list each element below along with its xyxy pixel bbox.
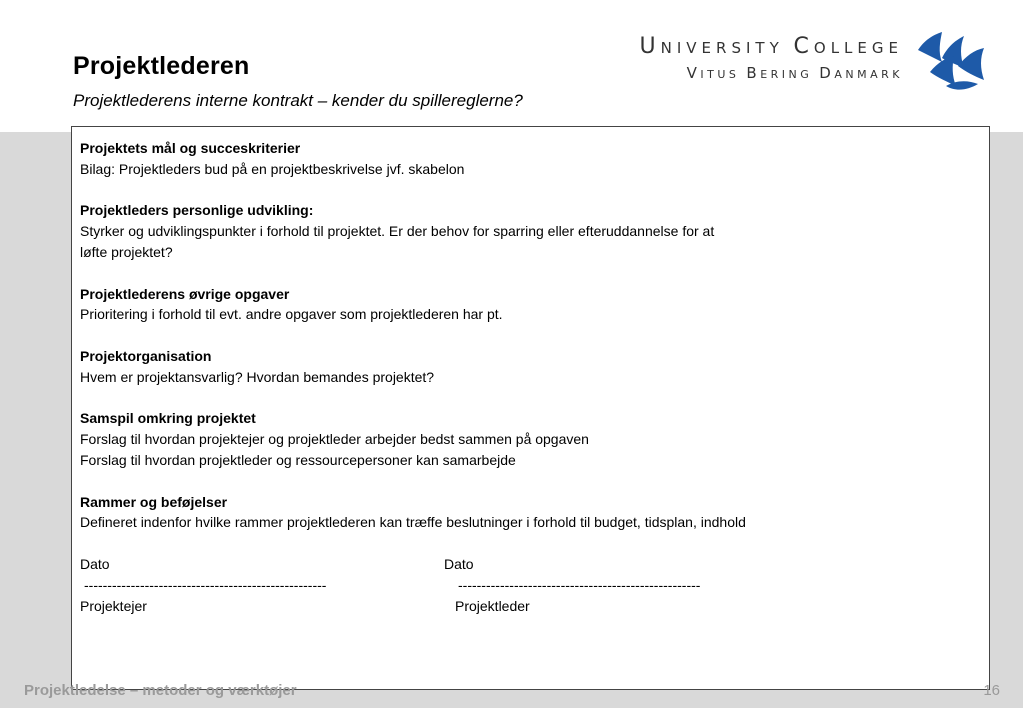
logo-text: OLLEGE	[813, 39, 903, 57]
section-heading: Rammer og beføjelser	[80, 493, 228, 510]
section-text: Defineret indenfor hvilke rammer projektlederen kan træffe beslutninger i forhold til budget, tidsplan, indhold	[80, 514, 746, 531]
logo-letter: C	[793, 34, 814, 59]
signature-line: ----------------------------------------------------	[458, 576, 701, 593]
logo-wordmark-line1	[640, 34, 903, 59]
section-text: Prioritering i forhold til evt. andre opgaver som projektlederen har pt.	[80, 306, 503, 323]
section-text: Hvem er projektansvarlig? Hvordan bemandes projektet?	[80, 368, 435, 385]
section-other-tasks	[80, 284, 980, 326]
signature-owner	[80, 554, 444, 616]
logo-text: ITUS	[700, 68, 747, 81]
page-number: 16	[983, 682, 1000, 699]
page-title: Projektlederen	[73, 52, 250, 80]
logo-text: ANMARK	[834, 68, 903, 81]
signature-area	[80, 554, 980, 616]
signature-role: Projektleder	[455, 597, 530, 614]
section-collaboration	[80, 408, 980, 470]
section-heading: Projektleders personlige udvikling:	[80, 202, 314, 219]
section-text: Bilag: Projektleders bud på en projektbeskrivelse jvf. skabelon	[80, 160, 465, 177]
section-goals	[80, 138, 980, 180]
section-heading: Projektets mål og succeskriterier	[80, 140, 301, 156]
section-heading: Samspil omkring projektet	[80, 410, 256, 427]
logo-letter: B	[746, 64, 761, 82]
signature-role: Projektejer	[80, 597, 147, 614]
section-heading: Projektorganisation	[80, 347, 212, 364]
contract-box	[71, 126, 990, 690]
section-framework	[80, 492, 980, 534]
section-heading: Projektlederens øvrige opgaver	[80, 285, 290, 302]
page-subtitle: Projektlederens interne kontrakt – kender du spillereglerne?	[73, 91, 523, 110]
sail-ship-logo-icon	[912, 28, 988, 96]
logo-text: ERING	[760, 68, 820, 81]
logo-letter: D	[819, 64, 835, 82]
section-text: løfte projektet?	[80, 243, 173, 260]
signature-leader	[444, 554, 700, 616]
section-text: Styrker og udviklingspunkter i forhold til projektet. Er der behov for sparring eller efteruddannelse for at	[80, 223, 715, 240]
logo-wordmark-line2	[687, 64, 903, 82]
section-organisation	[80, 346, 980, 388]
signature-line: ----------------------------------------------------	[84, 576, 327, 593]
section-text: Forslag til hvordan projektejer og projektleder arbejder bedst sammen på opgaven	[80, 431, 589, 448]
footer-course-title: Projektledelse – metoder og værktøjer	[24, 682, 297, 699]
date-label: Dato	[444, 555, 474, 572]
contract-content	[80, 138, 980, 616]
section-text: Forslag til hvordan projektleder og ressourcepersoner kan samarbejde	[80, 451, 516, 468]
logo-text: NIVERSITY	[660, 39, 794, 57]
date-label: Dato	[80, 555, 110, 572]
logo-letter: U	[639, 34, 661, 59]
logo-letter: V	[686, 64, 701, 82]
section-personal-development	[80, 200, 980, 262]
